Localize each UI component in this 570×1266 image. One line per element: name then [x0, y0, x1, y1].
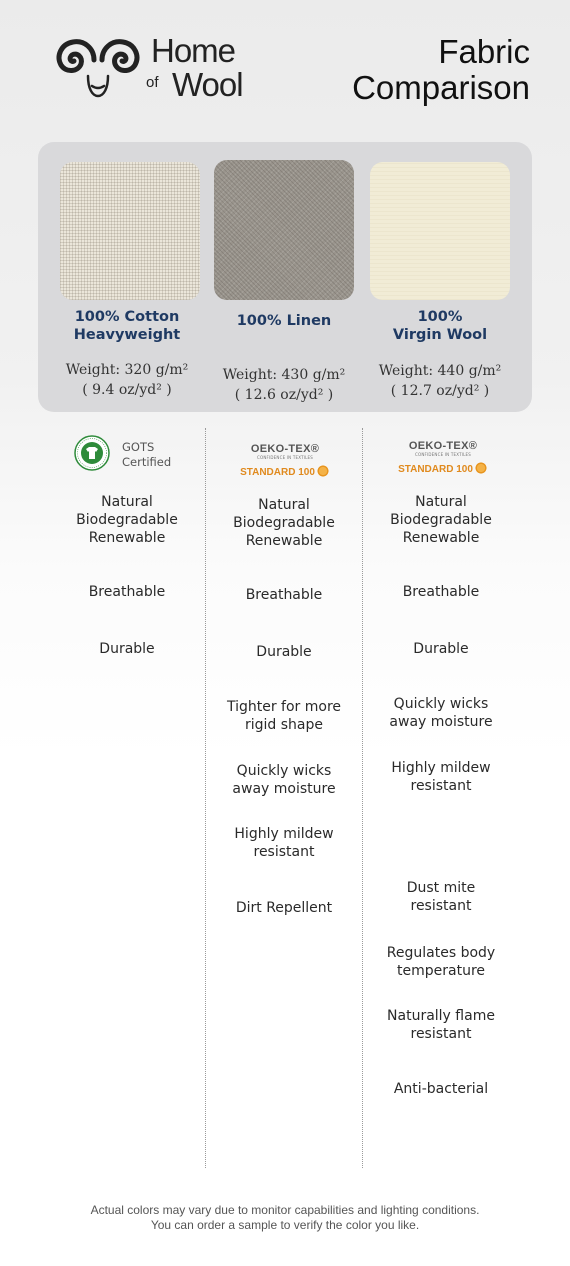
linen-feature-rigid: [209, 698, 359, 734]
wool-feature-natural: [366, 493, 516, 547]
feature-line: Dirt Repellent: [235, 900, 333, 916]
feature-line: Highly mildew: [391, 760, 491, 776]
feature-line: Renewable: [245, 533, 323, 549]
oeko-title: OEKO-TEX®: [408, 440, 478, 452]
feature-line: Breathable: [88, 584, 166, 600]
feature-line: Highly mildew: [234, 826, 334, 842]
wool-name-line2: Virgin Wool: [392, 327, 488, 343]
page-title: [352, 34, 530, 106]
feature-line: Naturally flame: [387, 1008, 495, 1024]
wool-feature-flame: [366, 1007, 516, 1043]
title-line1: Fabric: [438, 33, 530, 70]
brand-logo: [48, 30, 263, 105]
feature-line: Natural: [101, 494, 153, 510]
feature-line: rigid shape: [244, 717, 323, 733]
wool-name: [364, 308, 516, 344]
column-divider: [205, 428, 206, 1168]
linen-weight-metric: Weight: 430 g/m²: [222, 367, 346, 383]
feature-line: Durable: [99, 641, 155, 657]
brand-of: of: [146, 74, 159, 91]
wool-oeko-tex-badge: [388, 440, 498, 476]
wool-feature-breathable: [366, 583, 516, 601]
linen-feature-natural: [209, 496, 359, 550]
linen-feature-breathable: [209, 586, 359, 604]
fabric-card: [38, 142, 532, 412]
feature-line: Biodegradable: [76, 512, 178, 528]
feature-line: Dust mite: [406, 880, 476, 896]
linen-feature-mildew: [209, 825, 359, 861]
feature-line: away moisture: [389, 714, 493, 730]
linen-swatch: [214, 160, 354, 300]
wool-feature-anti-bacterial: [366, 1080, 516, 1098]
feature-line: Natural: [415, 494, 467, 510]
wool-feature-mildew: [366, 759, 516, 795]
feature-line: Breathable: [402, 584, 480, 600]
footer-disclaimer: [0, 1203, 570, 1233]
feature-line: Durable: [413, 641, 469, 657]
footer-line2: You can order a sample to verify the color you like.: [150, 1218, 420, 1232]
cotton-weight-metric: Weight: 320 g/m²: [65, 362, 189, 378]
feature-line: Renewable: [88, 530, 166, 546]
feature-line: Quickly wicks: [236, 763, 332, 779]
feature-line: resistant: [410, 898, 472, 914]
wool-weight-imperial: ( 12.7 oz/yd² ): [390, 383, 490, 399]
wool-feature-wicks: [366, 695, 516, 731]
cotton-weight-imperial: ( 9.4 oz/yd² ): [82, 382, 172, 398]
cotton-feature-breathable: [52, 583, 202, 601]
cotton-feature-durable: [52, 640, 202, 658]
wool-feature-temperature: [366, 944, 516, 980]
column-divider: [362, 428, 363, 1168]
feature-line: temperature: [397, 963, 485, 979]
title-line2: Comparison: [352, 69, 530, 106]
linen-feature-durable: [209, 643, 359, 661]
feature-line: resistant: [253, 844, 315, 860]
cotton-name-line1: 100% Cotton: [74, 309, 180, 325]
wool-weight-metric: Weight: 440 g/m²: [378, 363, 502, 379]
cotton-feature-natural: [52, 493, 202, 547]
feature-line: Quickly wicks: [393, 696, 489, 712]
linen-name: [208, 312, 360, 330]
oeko-standard: STANDARD 100: [240, 467, 315, 478]
cotton-weight: [52, 360, 202, 400]
wool-feature-dust-mite: [366, 879, 516, 915]
sun-icon: [316, 464, 330, 478]
feature-line: Regulates body: [386, 945, 496, 961]
feature-line: resistant: [410, 778, 472, 794]
feature-line: Renewable: [402, 530, 480, 546]
wool-swatch: [370, 162, 510, 300]
feature-line: away moisture: [232, 781, 336, 797]
wool-weight: [364, 361, 516, 401]
linen-name-line1: 100% Linen: [236, 313, 332, 329]
linen-feature-dirt: [209, 899, 359, 917]
gots-label: [122, 440, 171, 470]
wool-name-line1: 100%: [417, 309, 463, 325]
gots-line2: Certified: [122, 455, 172, 469]
linen-feature-wicks: [209, 762, 359, 798]
brand-home: Home: [151, 32, 236, 69]
feature-line: Breathable: [245, 587, 323, 603]
brand-wool: Wool: [172, 66, 243, 103]
sun-icon: [474, 461, 488, 475]
cotton-swatch: [60, 162, 200, 300]
feature-line: Biodegradable: [233, 515, 335, 531]
oeko-standard: STANDARD 100: [398, 464, 473, 475]
oeko-title: OEKO-TEX®: [250, 443, 320, 455]
linen-oeko-tex-badge: [230, 443, 340, 479]
oeko-subtitle: CONFIDENCE IN TEXTILES: [256, 455, 313, 460]
gots-logo-icon: [74, 435, 110, 471]
feature-line: Tighter for more: [226, 699, 342, 715]
oeko-subtitle: CONFIDENCE IN TEXTILES: [414, 452, 471, 457]
feature-line: Natural: [258, 497, 310, 513]
feature-line: resistant: [410, 1026, 472, 1042]
gots-line1: GOTS: [122, 440, 155, 454]
feature-line: Anti-bacterial: [393, 1081, 489, 1097]
feature-line: Durable: [256, 644, 312, 660]
footer-line1: Actual colors may vary due to monitor capabilities and lighting conditions.: [90, 1203, 480, 1217]
feature-line: Biodegradable: [390, 512, 492, 528]
wool-feature-durable: [366, 640, 516, 658]
linen-weight-imperial: ( 12.6 oz/yd² ): [234, 387, 334, 403]
cotton-name: [52, 308, 202, 344]
linen-weight: [208, 365, 360, 405]
cotton-name-line2: Heavyweight: [73, 327, 181, 343]
ram-logo-icon: [48, 30, 148, 102]
